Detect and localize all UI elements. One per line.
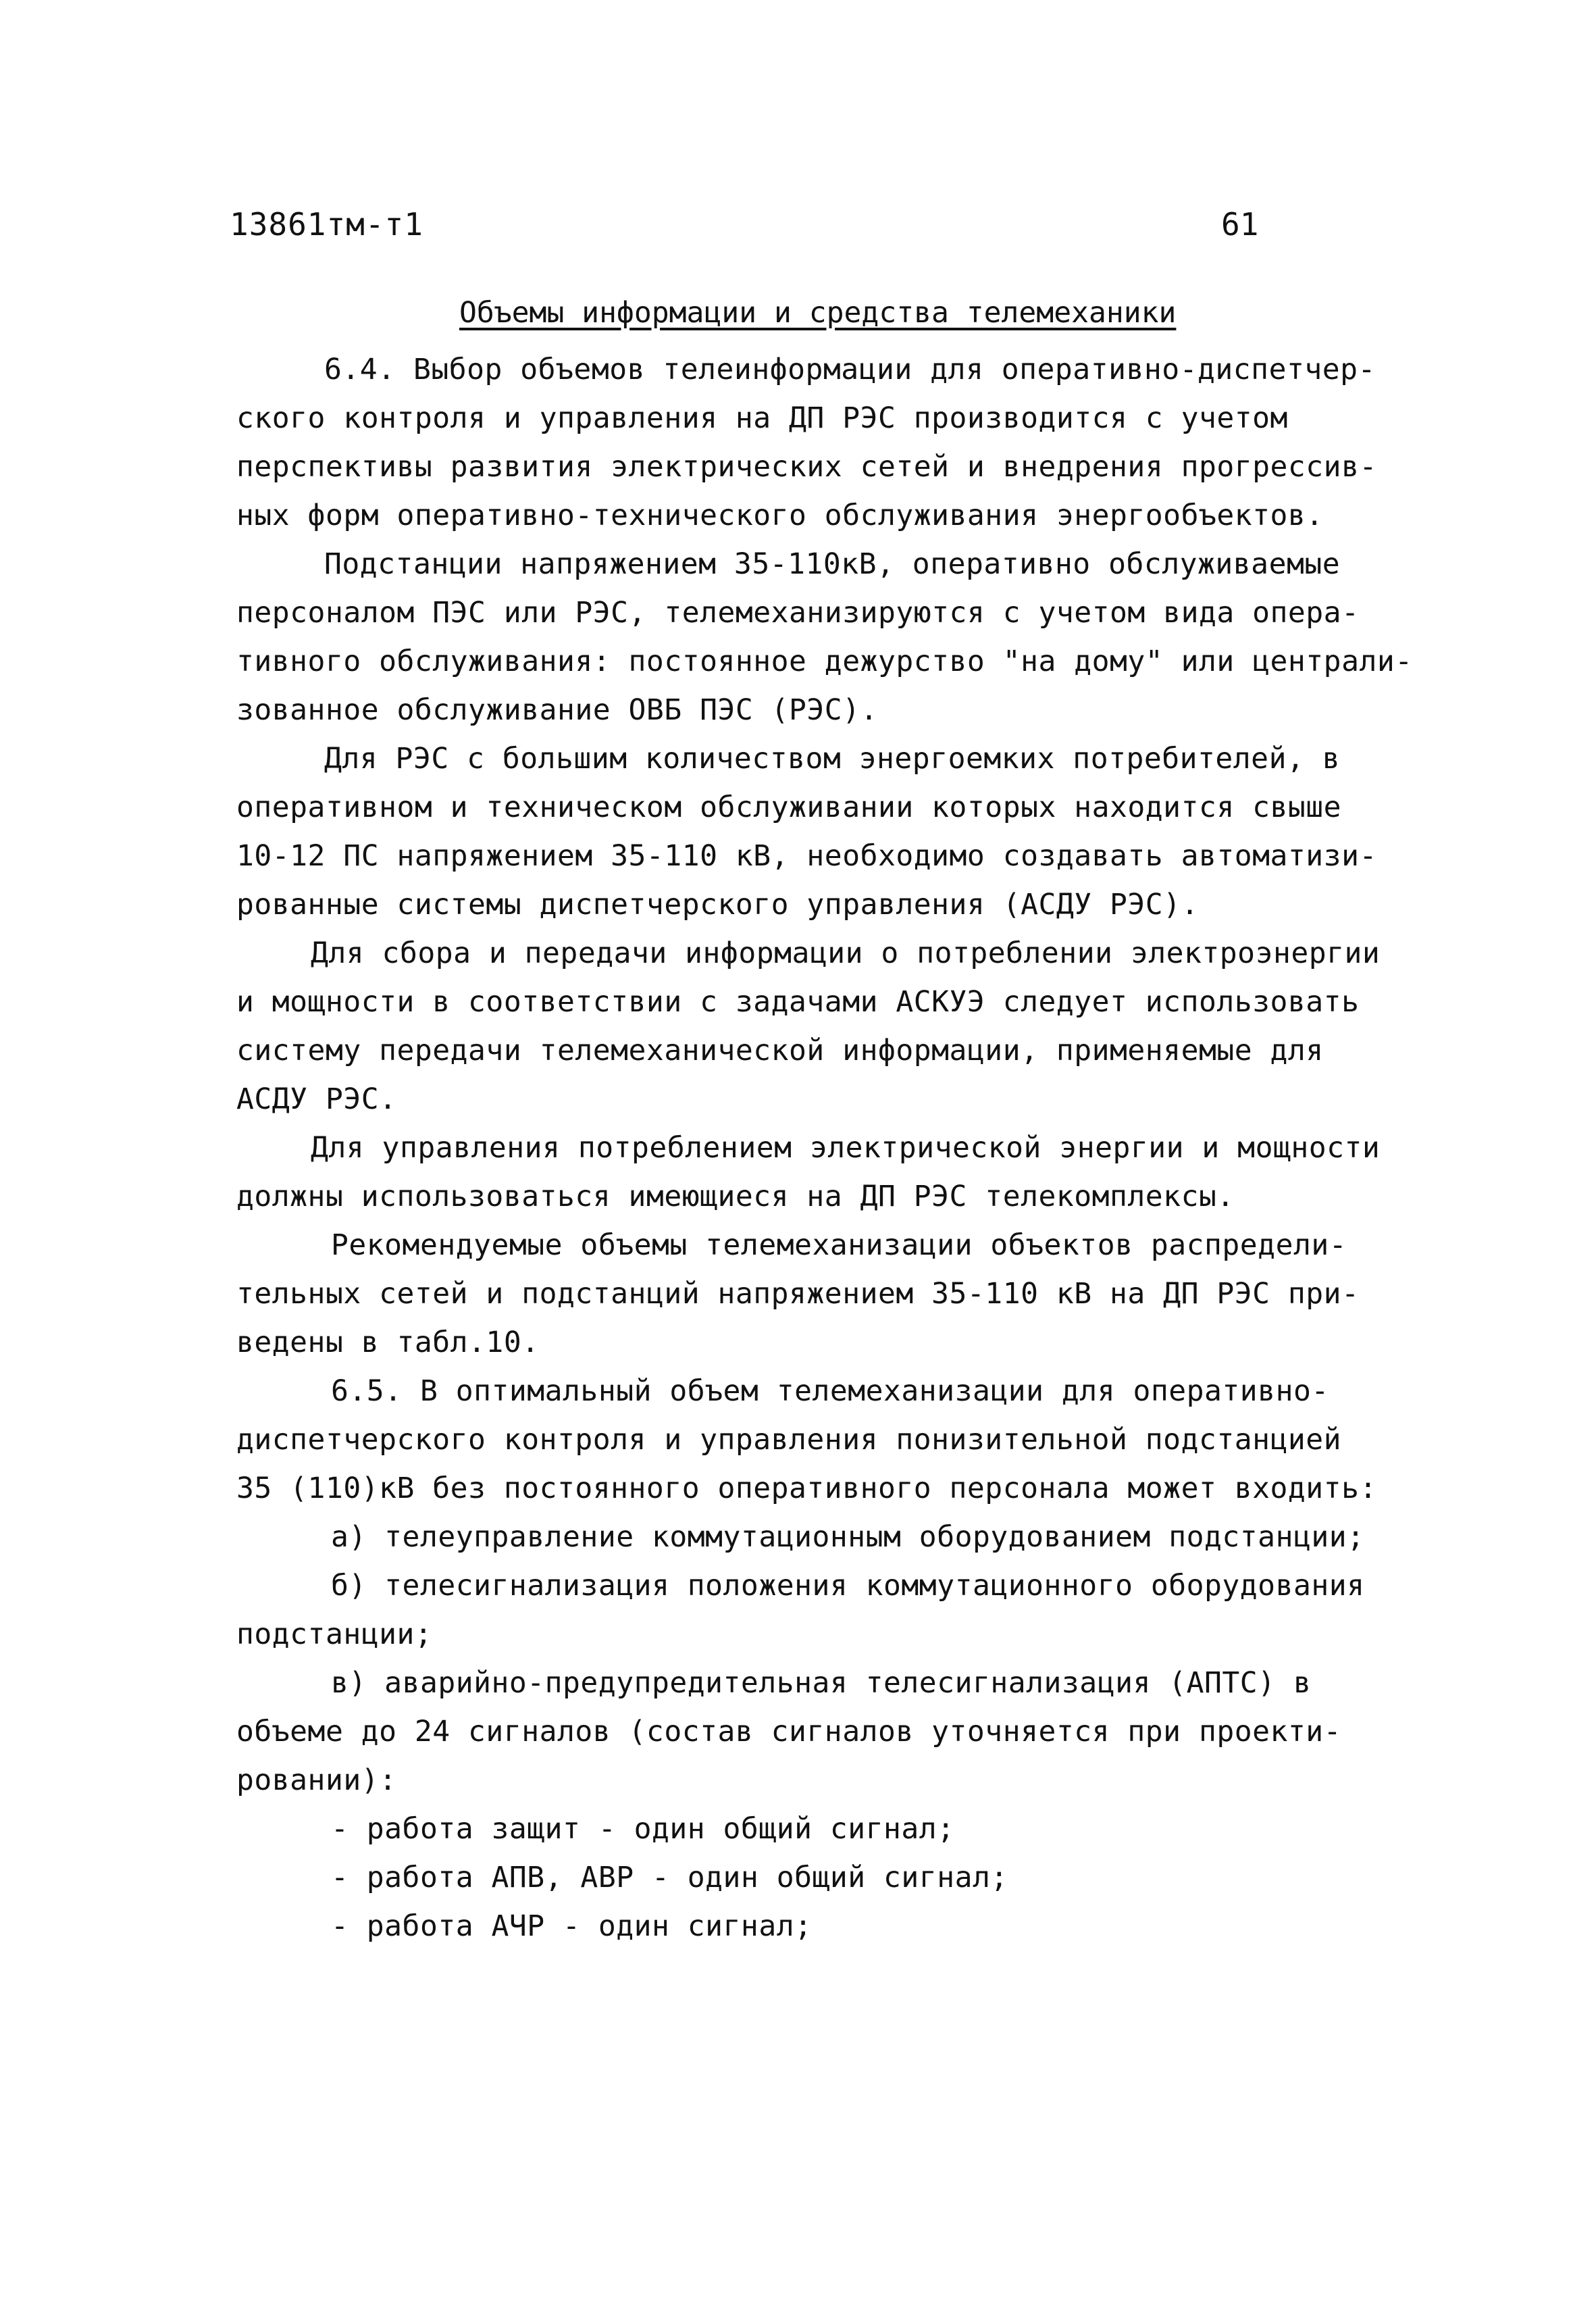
sub-list-item: - работа АЧР - один сигнал; bbox=[331, 1909, 813, 1943]
text-line: Рекомендуемые объемы телемеханизации объектов распредели- bbox=[331, 1228, 1347, 1262]
text-line: объеме до 24 сигналов (состав сигналов уточняется при проекти- bbox=[236, 1715, 1342, 1749]
text-line: подстанции; bbox=[236, 1617, 433, 1651]
text-line: 6.4. Выбор объемов телеинформации для оперативно-диспетчер- bbox=[324, 353, 1376, 386]
text-line: 6.5. В оптимальный объем телемеханизации для оперативно- bbox=[331, 1374, 1329, 1408]
text-line: Подстанции напряжением 35-110кВ, оперативно обслуживаемые bbox=[324, 547, 1341, 581]
text-line: ровании): bbox=[236, 1763, 397, 1797]
text-line: перспективы развития электрических сетей и внедрения прогрессив- bbox=[236, 450, 1377, 484]
text-line: АСДУ РЭС. bbox=[236, 1082, 397, 1116]
page-number: 61 bbox=[1221, 206, 1259, 243]
text-line: зованное обслуживание ОВБ ПЭС (РЭС). bbox=[236, 693, 878, 727]
text-line: 10-12 ПС напряжением 35-110 кВ, необходимо создавать автоматизи- bbox=[236, 839, 1377, 873]
sub-list-item: - работа АПВ, АВР - один общий сигнал; bbox=[331, 1861, 1008, 1894]
text-line: рованные системы диспетчерского управления (АСДУ РЭС). bbox=[236, 888, 1199, 922]
text-line: тивного обслуживания: постоянное дежурство "на дому" или централи- bbox=[236, 645, 1413, 678]
text-line: ского контроля и управления на ДП РЭС производится с учетом bbox=[236, 401, 1288, 435]
text-line: 35 (110)кВ без постоянного оперативного персонала может входить: bbox=[236, 1472, 1377, 1505]
text-line: ных форм оперативно-технического обслуживания энергообъектов. bbox=[236, 499, 1324, 532]
text-line: тельных сетей и подстанций напряжением 35-110 кВ на ДП РЭС при- bbox=[236, 1277, 1360, 1311]
text-line: и мощности в соответствии с задачами АСКУЭ следует использовать bbox=[236, 985, 1360, 1019]
text-line: Для сбора и передачи информации о потреблении электроэнергии bbox=[311, 936, 1381, 970]
document-code: 13861тм-т1 bbox=[230, 206, 423, 243]
text-line: должны использоваться имеющиеся на ДП РЭС телекомплексы. bbox=[236, 1180, 1235, 1213]
text-line: оперативном и техническом обслуживании которых находится свыше bbox=[236, 790, 1342, 824]
text-line: ведены в табл.10. bbox=[236, 1326, 540, 1359]
list-item: в) аварийно-предупредительная телесигнализация (АПТС) в bbox=[331, 1666, 1312, 1700]
text-line: Для РЭС с большим количеством энергоемких потребителей, в bbox=[324, 742, 1341, 776]
section-title: Объемы информации и средства телемеханики bbox=[459, 296, 1177, 330]
sub-list-item: - работа защит - один общий сигнал; bbox=[331, 1812, 955, 1846]
text-line: персоналом ПЭС или РЭС, телемеханизируются с учетом вида опера- bbox=[236, 596, 1360, 630]
text-line: систему передачи телемеханической информации, применяемые для bbox=[236, 1034, 1324, 1067]
text-line: диспетчерского контроля и управления понизительной подстанцией bbox=[236, 1423, 1342, 1457]
list-item: б) телесигнализация положения коммутационного оборудования bbox=[331, 1569, 1365, 1603]
text-line: Для управления потреблением электрической энергии и мощности bbox=[311, 1131, 1381, 1165]
list-item: а) телеуправление коммутационным оборудованием подстанции; bbox=[331, 1520, 1365, 1554]
